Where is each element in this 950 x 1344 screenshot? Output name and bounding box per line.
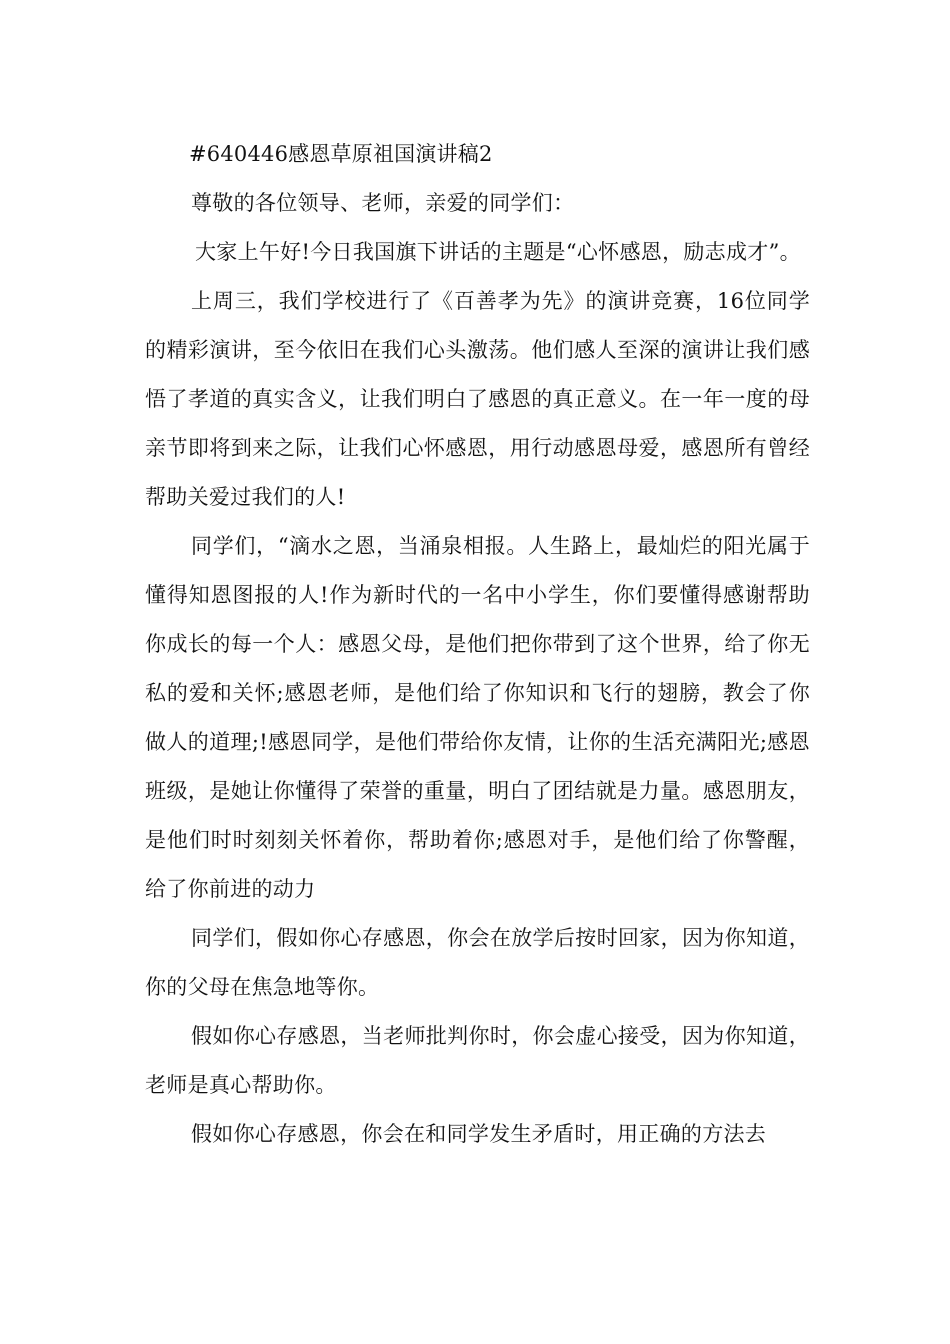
paragraph-1: 大家上午好!今日我国旗下讲话的主题是“心怀感恩，励志成才”。 bbox=[195, 240, 801, 264]
paragraph-3: 同学们，“滴水之恩，当涌泉相报。人生路上，最灿烂的阳光属于懂得知恩图报的人!作为新时代的一名中小学生，你们要懂得感谢帮助你成长的每一个人：感恩父母，是他们把你带到了这个世界，给了你无私的爱和关怀;感恩老师，是他们给了你知识和飞行的翅膀，教会了你做人的道理;!感恩同学，是他们带给你友情，让你的生活充满阳光;感恩班级，是她让你懂得了荣誉的重量，明白了团结就是力量。感恩朋友，是他们时时刻刻关怀着你，帮助着你;感恩对手，是他们给了你警醒，给了你前进的动力 bbox=[145, 534, 810, 901]
document-body bbox=[145, 130, 810, 1159]
document-title: #640446感恩草原祖国演讲稿2 bbox=[189, 142, 493, 166]
paragraph-6: 假如你心存感恩，你会在和同学发生矛盾时，用正确的方法去 bbox=[191, 1122, 767, 1146]
paragraph-4: 同学们，假如你心存感恩，你会在放学后按时回家，因为你知道，你的父母在焦急地等你。 bbox=[145, 926, 810, 999]
paragraph-2: 上周三，我们学校进行了《百善孝为先》的演讲竞赛，16位同学的精彩演讲，至今依旧在我们心头激荡。他们感人至深的演讲让我们感悟了孝道的真实含义，让我们明白了感恩的真正意义。在一年一度的母亲节即将到来之际，让我们心怀感恩，用行动感恩母爱，感恩所有曾经帮助关爱过我们的人! bbox=[145, 289, 810, 509]
salutation: 尊敬的各位领导、老师，亲爱的同学们： bbox=[191, 191, 575, 215]
paragraph-5: 假如你心存感恩，当老师批判你时，你会虚心接受，因为你知道，老师是真心帮助你。 bbox=[145, 1024, 810, 1097]
